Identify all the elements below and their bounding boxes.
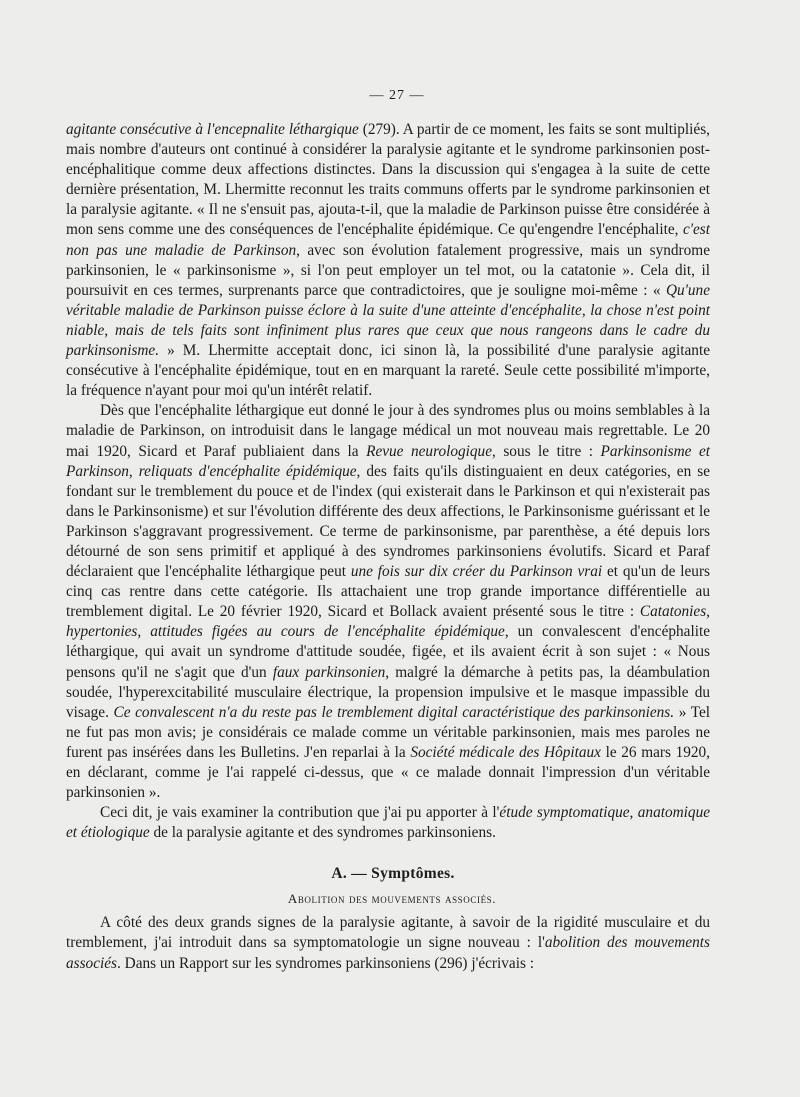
italic-text-segment: une fois sur dix créer du Parkinson vrai — [350, 563, 603, 581]
page-number: — 27 — — [369, 88, 425, 103]
italic-text-segment: Société médicale des Hôpitaux — [410, 743, 601, 761]
paragraph-1 — [66, 120, 710, 401]
text-segment: » M. Lhermitte acceptait donc, ici sinon là, la possibilité d'une paralysie agitante consécutive à l'encéphalite épidémique, tout en en marquant la rareté. Seule cette possibilité m'importe, la fréquence n'ayant pour moi qu'un intérêt relatif. — [66, 342, 710, 400]
text-segment: et qu'un de leurs cinq cas rentre dans cette catégorie. Ils attachaient une trop grande importance différentielle au tremblement digital. Le 20 février 1920, Sicard et Bollack avaient présenté sous le titre : — [66, 563, 711, 621]
italic-text-segment: Ce convalescent n'a du reste pas le tremblement digital caractéristique des parkinsoniens. — [113, 703, 675, 721]
italic-text-segment: Catatonies, hypertonies, attitudes figées au cours de l'encéphalite épidémique — [66, 603, 710, 641]
text-segment: , un convalescent d'encéphalite léthargique, qui avait un syndrome d'attitude soudée, figée, et ils avaient écrit à son sujet : « Nous pensons qu'il ne s'agit que d'un — [66, 623, 710, 681]
text-segment: . Dans un Rapport sur les syndromes parkinsoniens (296) j'écrivais : — [117, 954, 534, 972]
text-segment: » Tel ne fut pas mon avis; je considérais ce malade comme un véritable parkinsonien, mais mes paroles ne furent pas insérées dans les Bulletins. J'en reparlai à la — [66, 703, 711, 761]
text-segment: Dès que l'encéphalite léthargique eut donné le jour à des syndromes plus ou moins semblables à la maladie de Parkinson, on introduisit dans le langage médical un mot nouveau mais regrettable. Le 20 mai 1920, Sicard et Paraf publiaient dans la — [66, 402, 710, 460]
text-segment: de la paralysie agitante et des syndromes parkinsoniens. — [149, 824, 496, 842]
text-segment: A côté des deux grands signes de la paralysie agitante, à savoir de la rigidité musculaire et du tremblement, j'ai introduit dans sa symptomatologie un signe nouveau : l' — [66, 914, 710, 952]
italic-text-segment: Revue neurologique — [366, 442, 492, 460]
italic-text-segment: étude symptomatique, anatomique et étiologique — [66, 804, 711, 842]
text-segment: (279). A partir de ce moment, les faits se sont multipliés, mais nombre d'auteurs ont continué à considérer la paralysie agitante et le syndrome parkinsonien post-encéphalitique comme deux affections distinctes. Dans la discussion qui s'engagea à la suite de cette dernière présentation, M. Lhermitte reconnut les traits communs offerts par le syndrome parkinsonien et la paralysie agitante. « Il ne s'ensuit pas, ajouta-t-il, que la maladie de Parkinson puisse être considérée à mon sens comme une des conséquences de l'encéphalite épidémique. Ce qu'engendre l'encéphalite, — [66, 121, 710, 239]
text-segment: , malgré la démarche à petits pas, la déambulation soudée, l'hyperexcitabilité musculaire électrique, la propension impulsive et le masque impassible du visage. — [66, 663, 710, 721]
section-title: A. — Symptômes. — [331, 865, 455, 883]
italic-text-segment: agitante consécutive à l'encepnalite léthargique — [66, 121, 359, 138]
text-segment: , des faits qu'ils distinguaient en deux catégories, en se fondant sur le tremblement du pouce et de l'index (qui existerait dans le Parkinson et qui n'existerait pas dans le Parkinsonisme) et sur l'évolution différente des deux affections, le Parkinsonisme guérissant et le Parkinson s'aggravant progressivement. Ce terme de parkinsonisme, par parenthèse, a été depuis lors détourné de son sens primitif et appliqué à des syndromes parkinsoniens évolutifs. Sicard et Paraf déclaraient que l'encéphalite léthargique peut — [66, 462, 710, 581]
text-segment: , avec son évolution fatalement progressive, mais un syndrome parkinsonien, le « parkinsonisme », si l'on peut employer un tel mot, ou la catatonie ». Cela dit, il poursuivit en ces termes, surprenants parce que contradictoires, que je souligne moi-même : « — [66, 241, 710, 299]
text-segment: Ceci dit, je vais examiner la contribution que j'ai pu apporter à l' — [100, 804, 500, 822]
italic-text-segment: abolition des mouvements associés — [66, 934, 710, 972]
subsection-title: Abolition des mouvements associés. — [287, 891, 497, 907]
paragraph-2 — [66, 401, 710, 803]
text-segment: le 26 mars 1920, en déclarant, comme je l'ai rappelé ci-dessus, que « ce malade donnait l'impression d'un véritable parkinsonien ». — [66, 743, 711, 802]
paragraph-3 — [66, 803, 710, 843]
text-segment: , sous le titre : — [492, 442, 601, 460]
italic-text-segment: Parkinsonisme et Parkinson, reliquats d'encéphalite épidémique — [66, 442, 710, 480]
italic-text-segment: Qu'une véritable maladie de Parkinson puisse éclore à la suite d'une atteinte d'encéphalite, la chose n'est point niable, mais de tels faits sont infiniment plus rares que ceux que nous rangeons dans le cadre du parkinsonisme. — [66, 281, 710, 360]
italic-text-segment: faux parkinsonien — [272, 663, 386, 681]
paragraph-final — [66, 913, 710, 973]
italic-text-segment: c'est non pas une maladie de Parkinson — [66, 221, 710, 259]
